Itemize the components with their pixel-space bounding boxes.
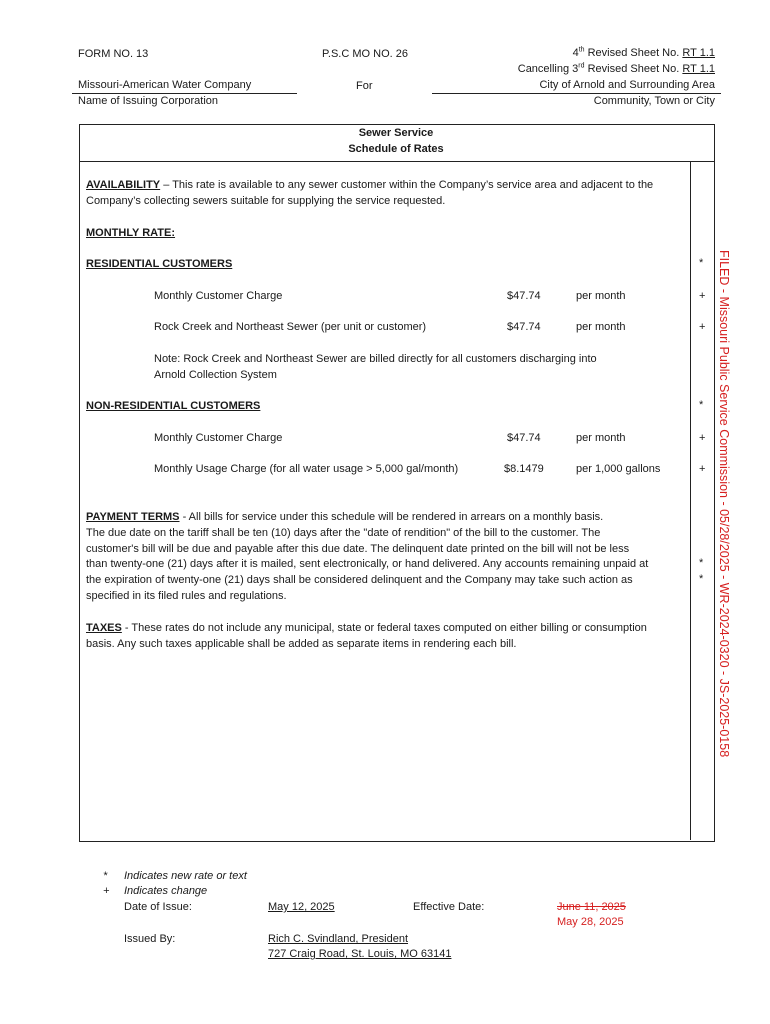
schedule-title: Sewer Service	[358, 127, 434, 139]
residential-row-1-amount: $47.74	[507, 290, 541, 302]
availability-line-2: Company’s collecting sewers suitable for supplying the service requested.	[86, 195, 446, 207]
taxes-line-2: basis. Any such taxes applicable shall be added as separate items in rendering each bill.	[86, 638, 517, 650]
payment-terms-line-1: PAYMENT TERMS - All bills for service under this schedule will be rendered in arrears on a monthly basis.	[86, 511, 604, 523]
form-number: FORM NO. 13	[78, 48, 149, 60]
effective-date-label: Effective Date:	[413, 901, 485, 913]
payment-terms-heading: PAYMENT TERMS	[86, 511, 180, 523]
residential-row-2-amount: $47.74	[507, 321, 541, 333]
issued-by-label: Issued By:	[124, 933, 176, 945]
payment-terms-line-3: customer's bill will be due and payable after this due date. The delinquent date printed on the bill will not be less	[86, 543, 630, 555]
non-residential-heading: NON-RESIDENTIAL CUSTOMERS	[86, 400, 261, 412]
residential-row-2-unit: per month	[576, 321, 626, 333]
residential-row-1-marker: +	[699, 290, 706, 302]
non-residential-row-2-label: Monthly Usage Charge (for all water usage > 5,000 gal/month)	[154, 463, 459, 475]
title-divider	[79, 161, 714, 162]
non-residential-row-1-amount: $47.74	[507, 432, 541, 444]
company-underline	[72, 93, 297, 94]
residential-row-1-unit: per month	[576, 290, 626, 302]
residential-heading: RESIDENTIAL CUSTOMERS	[86, 258, 233, 270]
payment-terms-marker-2: *	[699, 573, 704, 585]
area-name: City of Arnold and Surrounding Area	[539, 79, 715, 91]
schedule-subtitle: Schedule of Rates	[348, 143, 444, 155]
monthly-rate-heading: MONTHLY RATE:	[86, 227, 176, 239]
effective-date-old: June 11, 2025	[557, 901, 626, 913]
issue-date-label: Date of Issue:	[124, 901, 192, 913]
non-residential-row-2-unit: per 1,000 gallons	[576, 463, 661, 475]
non-residential-marker: *	[699, 399, 704, 411]
non-residential-row-1-marker: +	[699, 432, 706, 444]
legend-text-change: Indicates change	[124, 885, 208, 897]
legend-text-new: Indicates new rate or text	[124, 870, 247, 882]
residential-note-line-2: Arnold Collection System	[154, 369, 277, 381]
residential-note-line-1: Note: Rock Creek and Northeast Sewer are billed directly for all customers discharging into	[154, 353, 597, 365]
payment-terms-marker-1: *	[699, 557, 704, 569]
availability-heading: AVAILABILITY	[86, 179, 161, 191]
psc-number: P.S.C MO NO. 26	[322, 48, 408, 60]
sheet-number: 4th Revised Sheet No. RT 1.1	[572, 46, 715, 59]
availability-line-1: AVAILABILITY – This rate is available to any sewer customer within the Company’s service area and adjacent to the	[86, 179, 654, 191]
non-residential-row-2-marker: +	[699, 463, 706, 475]
company-label: Name of Issuing Corporation	[78, 95, 219, 107]
payment-terms-line-6: specified in its filed rules and regulations.	[86, 590, 287, 602]
payment-terms-line-2: The due date on the tariff shall be ten (10) days after the "date of rendition" of the bill to the customer. The	[86, 527, 601, 539]
payment-terms-line-5: the expiration of twenty-one (21) days shall be considered delinquent and the Company may take such action as	[86, 574, 633, 586]
taxes-heading: TAXES	[86, 622, 122, 634]
marker-column-divider	[690, 161, 691, 840]
filed-stamp: FILED - Missouri Public Service Commission - 05/28/2025 - WR-2024-0320 - JS-2025-0158	[717, 250, 731, 758]
issuer-address: 727 Craig Road, St. Louis, MO 63141	[268, 948, 452, 960]
for-label: For	[356, 80, 373, 92]
taxes-line-1: TAXES - These rates do not include any municipal, state or federal taxes computed on either billing or consumption	[86, 622, 647, 634]
issue-date: May 12, 2025	[268, 901, 335, 913]
residential-row-2-label: Rock Creek and Northeast Sewer (per unit or customer)	[154, 321, 427, 333]
non-residential-row-2-amount: $8.1479	[504, 463, 544, 475]
residential-marker: *	[699, 257, 704, 269]
company-name: Missouri-American Water Company	[78, 79, 252, 91]
cancelling-sheet: Cancelling 3rd Revised Sheet No. RT 1.1	[517, 62, 715, 75]
non-residential-row-1-label: Monthly Customer Charge	[154, 432, 283, 444]
residential-row-1-label: Monthly Customer Charge	[154, 290, 283, 302]
non-residential-row-1-unit: per month	[576, 432, 626, 444]
issuer-name: Rich C. Svindland, President	[268, 933, 409, 945]
legend-symbol-change: +	[103, 885, 110, 897]
effective-date-new: May 28, 2025	[557, 916, 624, 928]
area-underline	[432, 93, 721, 94]
payment-terms-line-4: than twenty-one (21) days after it is mailed, sent electronically, or hand delivered. Any accounts remaining unpaid at	[86, 558, 649, 570]
legend-symbol-new: *	[103, 870, 108, 882]
residential-row-2-marker: +	[699, 321, 706, 333]
area-label: Community, Town or City	[593, 95, 715, 107]
